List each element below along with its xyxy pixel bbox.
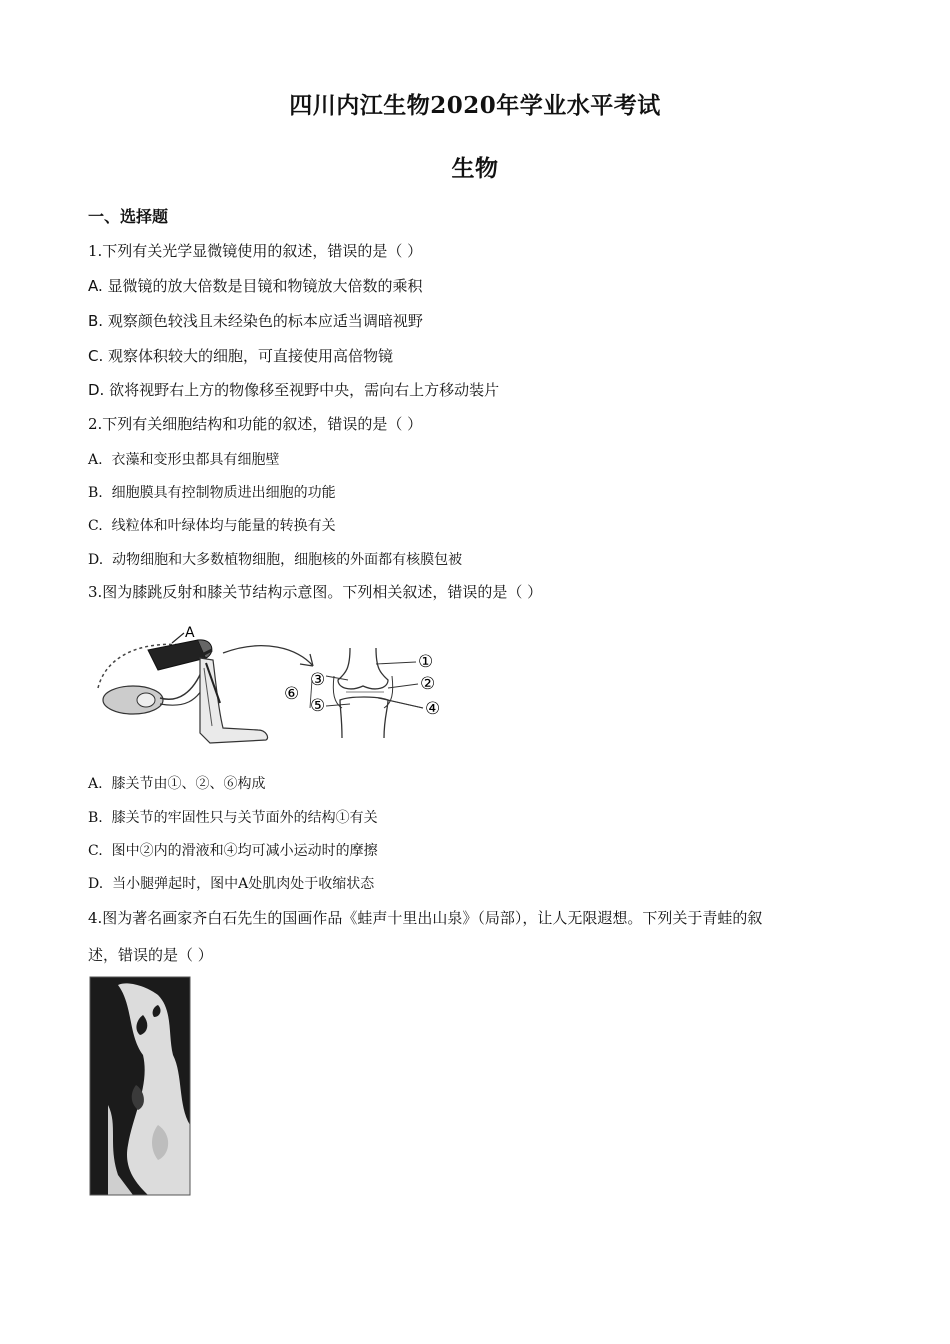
lower-leg-shape <box>200 658 268 743</box>
question-1-option-a <box>88 275 423 296</box>
option-label: D. <box>88 381 105 399</box>
question-4-stem-line2: 述，错误的是（ ） <box>88 946 213 964</box>
option-label: B. <box>88 312 104 330</box>
question-2-stem: 2.下列有关细胞结构和功能的叙述，错误的是（ ） <box>88 415 423 433</box>
option-label: A. <box>88 776 103 792</box>
option-label: D. <box>88 552 104 568</box>
option-text: 膝关节的牢固性只与关节面外的结构①有关 <box>111 810 378 826</box>
ink-painting-image <box>88 975 193 1197</box>
question-3-stem: 3.图为膝跳反射和膝关节结构示意图。下列相关叙述，错误的是（ ） <box>88 583 543 601</box>
section-heading: 一、选择题 <box>88 207 169 226</box>
option-text: 线粒体和叶绿体均与能量的转换有关 <box>111 518 336 534</box>
question-1-stem: 1.下列有关光学显微镜使用的叙述，错误的是（ ） <box>88 242 423 260</box>
label-2: ② <box>420 674 436 694</box>
question-1-option-b <box>88 310 423 331</box>
label-5: ⑤ <box>310 696 326 716</box>
spinal-cord-core <box>137 693 155 707</box>
option-label: B. <box>88 485 103 501</box>
label-6: ⑥ <box>284 684 300 704</box>
question-2-option-a <box>88 449 279 469</box>
knee-reflex-diagram <box>88 608 448 758</box>
question-4-stem-line1: 4.图为著名画家齐白石先生的国画作品《蛙声十里出山泉》（局部），让人无限遐想。下列关于青蛙的叙 <box>88 909 763 927</box>
zoom-arrow <box>223 646 313 666</box>
option-text: 观察体积较大的细胞，可直接使用高倍物镜 <box>108 347 394 365</box>
femur-shape <box>338 648 388 689</box>
question-1-option-c <box>88 345 393 366</box>
option-text: 膝关节由①、②、⑥构成 <box>111 776 266 792</box>
page-title: 四川内江生物2020年学业水平考试 <box>289 92 661 119</box>
question-3-option-d <box>88 873 374 893</box>
tibia-shape <box>340 697 388 738</box>
option-text: 欲将视野右上方的物像移至视野中央，需向右上方移动装片 <box>109 381 500 399</box>
option-label: B. <box>88 810 103 826</box>
label-4: ④ <box>425 699 441 719</box>
option-text: 衣藻和变形虫都具有细胞壁 <box>111 452 280 468</box>
option-label: A. <box>88 452 103 468</box>
option-label: C. <box>88 843 103 859</box>
question-3-option-a <box>88 773 265 793</box>
option-text: 动物细胞和大多数植物细胞，细胞核的外面都有核膜包被 <box>112 552 463 568</box>
option-text: 观察颜色较浅且未经染色的标本应适当调暗视野 <box>107 312 423 330</box>
thigh-shape <box>148 640 206 670</box>
question-3-option-c <box>88 840 378 860</box>
page-subtitle: 生物 <box>451 155 499 182</box>
label-1: ① <box>418 652 434 672</box>
option-label: A. <box>88 277 103 295</box>
question-1-option-d <box>88 379 499 400</box>
option-text: 细胞膜具有控制物质进出细胞的功能 <box>111 485 336 501</box>
option-text: 显微镜的放大倍数是目镜和物镜放大倍数的乘积 <box>107 277 423 295</box>
question-2-option-c <box>88 515 336 535</box>
option-label: C. <box>88 347 104 365</box>
label-3: ③ <box>310 670 326 690</box>
question-3-option-b <box>88 807 378 827</box>
option-label: C. <box>88 518 103 534</box>
label-a: A <box>185 625 195 641</box>
option-label: D. <box>88 876 104 892</box>
option-text: 当小腿弹起时，图中A处肌肉处于收缩状态 <box>112 876 375 892</box>
option-text: 图中②内的滑液和④均可减小运动时的摩擦 <box>111 843 378 859</box>
question-2-option-b <box>88 482 336 502</box>
question-2-option-d <box>88 549 462 569</box>
